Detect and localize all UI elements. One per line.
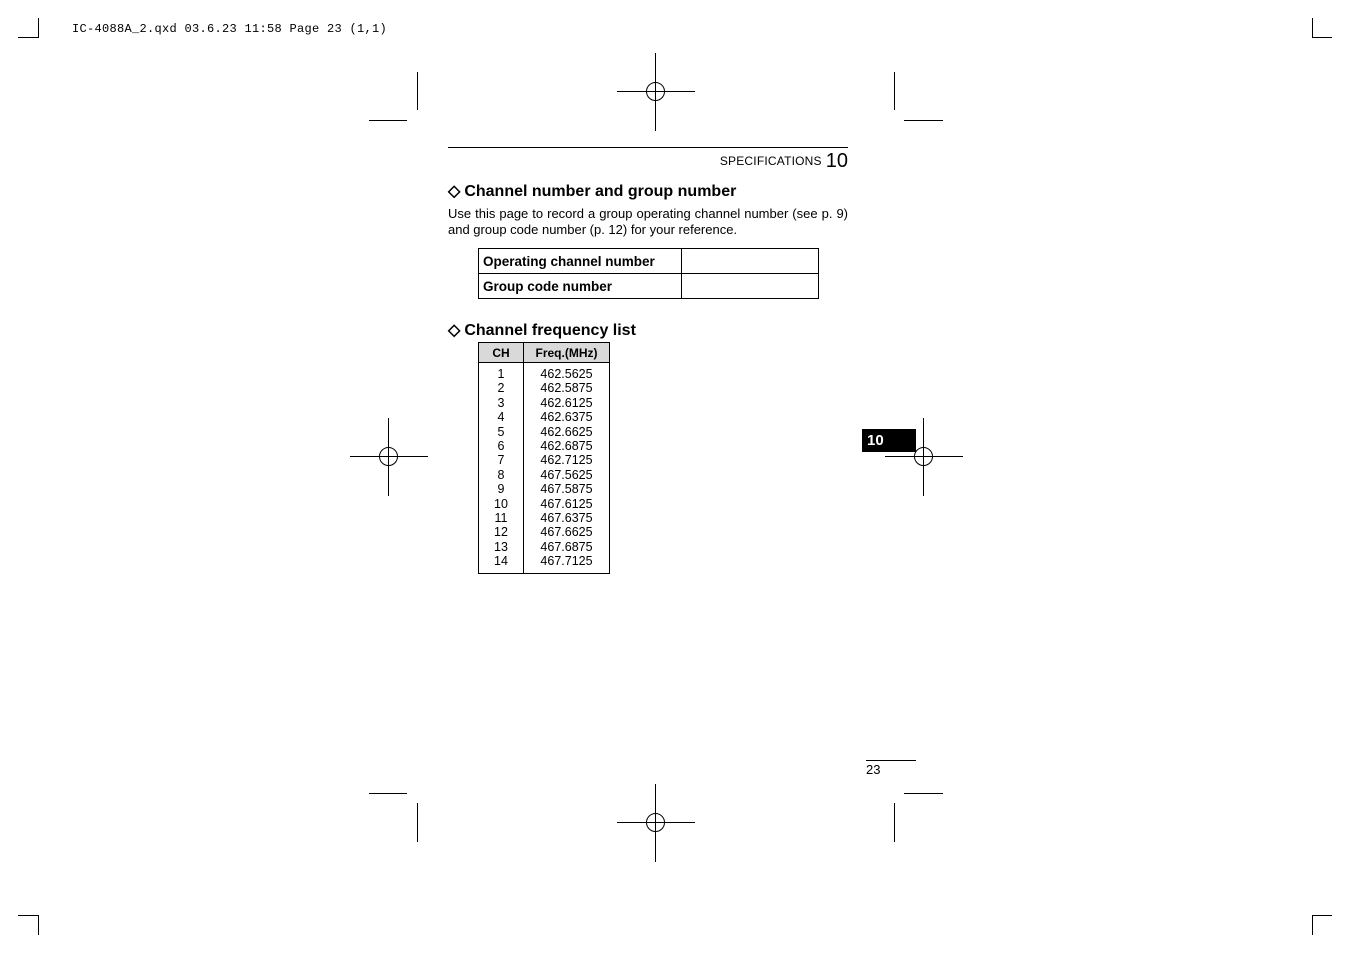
- table-row: [479, 453, 610, 467]
- page-number: 23: [866, 762, 881, 777]
- page-number-rule: [866, 760, 916, 761]
- frequency-cell: 462.5625: [524, 363, 610, 382]
- table-row: [479, 525, 610, 539]
- column-header-ch: CH: [479, 343, 524, 363]
- table-row: [479, 425, 610, 439]
- table-row: [479, 396, 610, 410]
- channel-cell: 13: [479, 540, 524, 554]
- channel-cell: 3: [479, 396, 524, 410]
- table-row: [479, 482, 610, 496]
- table-row: [479, 468, 610, 482]
- column-header-freq: Freq.(MHz): [524, 343, 610, 363]
- frequency-cell: 467.6625: [524, 525, 610, 539]
- frequency-cell: 467.7125: [524, 554, 610, 573]
- channel-cell: 7: [479, 453, 524, 467]
- registration-mark-bottom: [617, 784, 695, 862]
- channel-cell: 11: [479, 511, 524, 525]
- channel-cell: 9: [479, 482, 524, 496]
- frequency-cell: 462.5875: [524, 381, 610, 395]
- frequency-cell: 467.5875: [524, 482, 610, 496]
- channel-cell: 1: [479, 363, 524, 382]
- frequency-cell: 462.6375: [524, 410, 610, 424]
- table-row: [479, 439, 610, 453]
- section-heading-frequency-list: [448, 320, 636, 340]
- operating-channel-label: Operating channel number: [479, 249, 682, 274]
- section-title: Channel number and group number: [464, 183, 737, 200]
- registration-mark-top: [617, 53, 695, 131]
- frequency-cell: 462.6125: [524, 396, 610, 410]
- header-label: SPECIFICATIONS: [719, 154, 822, 168]
- table-row: [479, 540, 610, 554]
- table-row: [479, 381, 610, 395]
- diamond-icon: ◇: [448, 183, 461, 200]
- frequency-cell: 462.7125: [524, 453, 610, 467]
- header-rule: [448, 147, 848, 148]
- table-header-row: [479, 343, 610, 363]
- table-row: [479, 249, 819, 274]
- frequency-cell: 467.6125: [524, 497, 610, 511]
- table-row: [479, 410, 610, 424]
- header-chapter-number: 10: [825, 150, 848, 172]
- channel-cell: 6: [479, 439, 524, 453]
- operating-channel-value: [682, 249, 819, 274]
- channel-cell: 5: [479, 425, 524, 439]
- table-row: [479, 274, 819, 299]
- frequency-cell: 467.6375: [524, 511, 610, 525]
- table-row: [479, 511, 610, 525]
- running-header: [448, 150, 848, 173]
- channel-cell: 10: [479, 497, 524, 511]
- section-heading-channel-group: [448, 181, 736, 201]
- table-row: [479, 554, 610, 573]
- section-body-text: Use this page to record a group operating channel number (see p. 9) and group code number (p. 12) for your reference.: [448, 206, 848, 237]
- registration-mark-left: [350, 418, 428, 496]
- group-code-label: Group code number: [479, 274, 682, 299]
- chapter-tab: 10: [862, 429, 916, 452]
- table-row: [479, 363, 610, 382]
- frequency-cell: 462.6875: [524, 439, 610, 453]
- frequency-cell: 467.6875: [524, 540, 610, 554]
- file-slug: IC-4088A_2.qxd 03.6.23 11:58 Page 23 (1,1): [72, 22, 388, 36]
- group-code-value: [682, 274, 819, 299]
- channel-cell: 8: [479, 468, 524, 482]
- frequency-cell: 462.6625: [524, 425, 610, 439]
- frequency-cell: 467.5625: [524, 468, 610, 482]
- channel-cell: 12: [479, 525, 524, 539]
- channel-cell: 4: [479, 410, 524, 424]
- table-row: [479, 497, 610, 511]
- diamond-icon: ◇: [448, 322, 461, 339]
- channel-cell: 2: [479, 381, 524, 395]
- section-title: Channel frequency list: [464, 322, 636, 339]
- channel-cell: 14: [479, 554, 524, 573]
- frequency-table: [478, 342, 610, 574]
- record-table: [478, 248, 819, 299]
